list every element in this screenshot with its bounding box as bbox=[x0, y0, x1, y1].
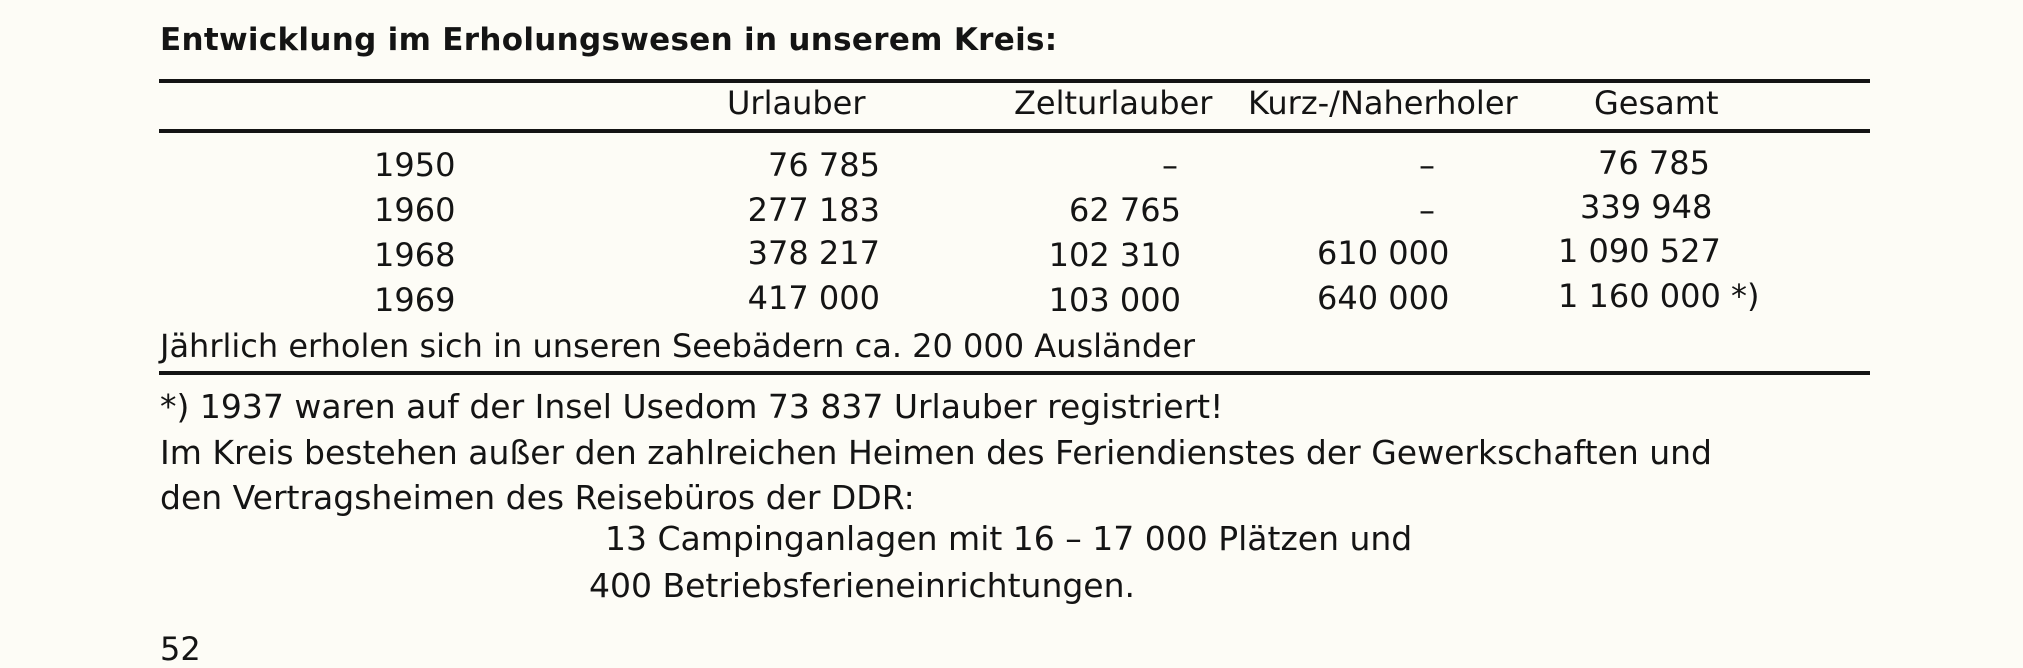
cell-kurz-naherholer: – bbox=[1419, 146, 1435, 184]
column-header-urlauber: Urlauber bbox=[727, 84, 866, 122]
footnote: *) 1937 waren auf der Insel Usedom 73 837 Urlauber registriert! bbox=[160, 387, 1224, 426]
column-header-gesamt: Gesamt bbox=[1594, 84, 1719, 122]
table-top-rule bbox=[159, 79, 1870, 83]
paragraph-line-1: Im Kreis bestehen außer den zahlreichen Heimen des Feriendienstes der Gewerkschaften und bbox=[160, 433, 1712, 472]
cell-kurz-naherholer: 640 000 bbox=[1317, 279, 1450, 317]
cell-gesamt: 1 090 527 bbox=[1558, 232, 1721, 270]
cell-urlauber: 277 183 bbox=[747, 191, 880, 229]
cell-urlauber: 417 000 bbox=[747, 279, 880, 317]
row-year: 1969 bbox=[374, 281, 456, 319]
cell-urlauber: 76 785 bbox=[768, 146, 880, 184]
cell-kurz-naherholer: 610 000 bbox=[1317, 234, 1450, 272]
table-summary: Jährlich erholen sich in unseren Seebädern ca. 20 000 Ausländer bbox=[160, 327, 1196, 365]
paragraph-line-2: den Vertragsheimen des Reisebüros der DDR: bbox=[160, 478, 915, 517]
row-year: 1960 bbox=[374, 191, 456, 229]
cell-zelturlauber: 103 000 bbox=[1048, 281, 1181, 319]
list-item-camping: 13 Campinganlagen mit 16 – 17 000 Plätzen und bbox=[605, 519, 1413, 558]
cell-zelturlauber: 102 310 bbox=[1048, 236, 1181, 274]
table-header-rule bbox=[159, 129, 1870, 133]
row-year: 1950 bbox=[374, 146, 456, 184]
list-item-betriebsferien: 400 Betriebsferieneinrichtungen. bbox=[589, 566, 1136, 605]
cell-gesamt: 1 160 000 *) bbox=[1558, 277, 1760, 315]
cell-kurz-naherholer: – bbox=[1419, 191, 1435, 229]
table-bottom-rule bbox=[159, 371, 1870, 375]
column-header-kurz-naherholer: Kurz-/Naherholer bbox=[1248, 84, 1518, 122]
row-year: 1968 bbox=[374, 236, 456, 274]
cell-zelturlauber: – bbox=[1162, 146, 1178, 184]
cell-zelturlauber: 62 765 bbox=[1069, 191, 1181, 229]
cell-gesamt: 76 785 bbox=[1598, 144, 1710, 182]
cell-urlauber: 378 217 bbox=[747, 234, 880, 272]
page-number: 52 bbox=[160, 630, 201, 668]
cell-gesamt: 339 948 bbox=[1580, 188, 1713, 226]
column-header-zelturlauber: Zelturlauber bbox=[1014, 84, 1213, 122]
page-title: Entwicklung im Erholungswesen in unserem Kreis: bbox=[160, 22, 1058, 58]
